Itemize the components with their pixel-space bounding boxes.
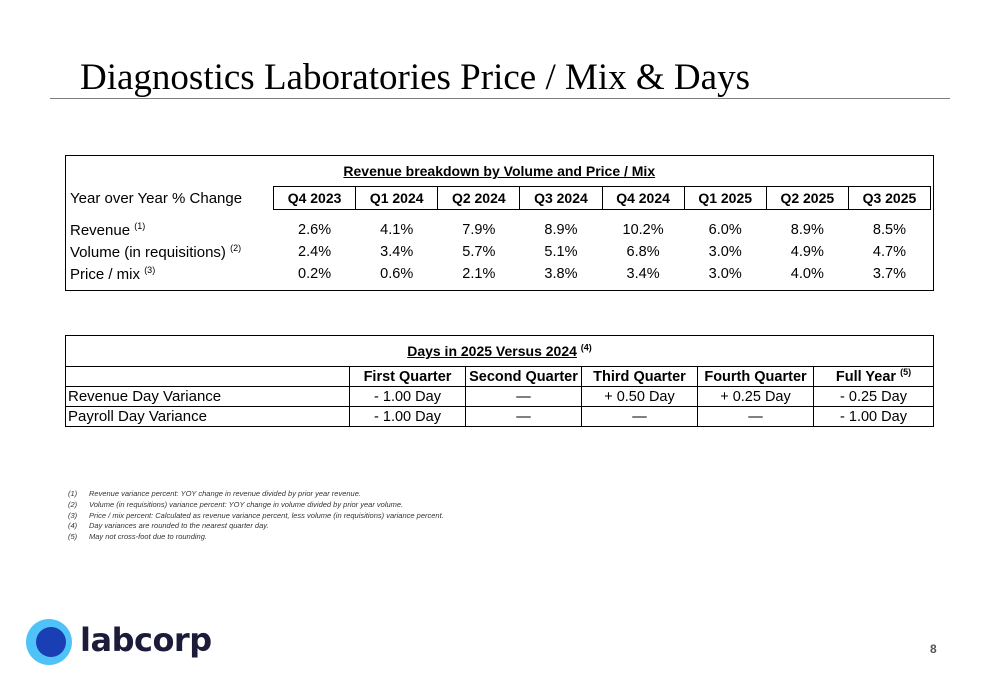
table-row (68, 219, 931, 241)
table-cell: - 0.25 Day (814, 387, 934, 407)
footnotes (68, 489, 444, 543)
footnote: (5) May not cross-foot due to rounding. (68, 532, 207, 542)
column-header: Fourth Quarter (698, 367, 814, 387)
column-header: Q1 2025 (684, 187, 766, 210)
column-header: Third Quarter (582, 367, 698, 387)
labcorp-logo-icon (26, 619, 72, 665)
table-cell: 3.0% (708, 244, 742, 260)
table-cell: 2.4% (298, 244, 332, 260)
row-label: Price / mix (70, 265, 141, 283)
table-cell: 7.9% (462, 222, 496, 238)
table-cell: - 1.00 Day (350, 407, 466, 427)
footnote: (2) Volume (in requisitions) variance percent: YOY change in volume divided by prior year volume. (68, 499, 404, 509)
table-cell: 3.7% (872, 266, 906, 282)
footnote: (3) Price / mix percent: Calculated as revenue variance percent, less volume (in requisitions) variance percent. (68, 510, 444, 520)
column-header: Q3 2025 (848, 187, 930, 210)
logo-wordmark: labcorp (80, 621, 212, 659)
table-row (68, 241, 931, 263)
column-header: First Quarter (350, 367, 466, 387)
table-cell: 4.9% (790, 244, 824, 260)
table-cell: 3.4% (380, 244, 414, 260)
table-cell: - 1.00 Day (350, 387, 466, 407)
table-cell: 10.2% (622, 222, 664, 238)
column-header: Q3 2024 (520, 187, 602, 210)
footnote-ref: (3) (144, 264, 156, 275)
row-label: Volume (in requisitions) (70, 243, 226, 261)
table-cell: 6.0% (708, 222, 742, 238)
table-row (66, 407, 934, 427)
row-label: Revenue Day Variance (66, 387, 350, 407)
table-cell: — (466, 407, 582, 427)
footnote: (4) Day variances are rounded to the nearest quarter day. (68, 521, 269, 531)
table-cell: 8.9% (790, 222, 824, 238)
table-row (66, 387, 934, 407)
table-cell: 6.8% (626, 244, 660, 260)
days-variance-table (65, 335, 934, 427)
revenue-breakdown-header-row (68, 187, 931, 210)
table-cell: 0.2% (298, 266, 332, 282)
table-cell: — (698, 407, 814, 427)
footnote-ref: (4) (580, 342, 592, 353)
table-cell: 5.7% (462, 244, 496, 260)
table-cell: 2.1% (462, 266, 496, 282)
table-row (68, 263, 931, 285)
table-cell: + 0.50 Day (582, 387, 698, 407)
title-divider (50, 98, 950, 99)
days-variance-caption: Days in 2025 Versus 2024 $^{(4)}$ (66, 336, 934, 367)
table-cell: 5.1% (544, 244, 578, 260)
table-cell: 8.5% (872, 222, 906, 238)
table-cell: - 1.00 Day (814, 407, 934, 427)
column-header: Q2 2024 (438, 187, 520, 210)
table-cell: 2.6% (298, 222, 332, 238)
page-title: Diagnostics Laboratories Price / Mix & Days (80, 57, 750, 98)
table-cell: 4.7% (872, 244, 906, 260)
revenue-breakdown-table (65, 155, 934, 291)
table-cell: 3.4% (626, 266, 660, 282)
column-header: Q4 2023 (274, 187, 356, 210)
empty-header-cell (66, 367, 350, 387)
table-cell: — (582, 407, 698, 427)
revenue-breakdown-caption: Revenue breakdown by Volume and Price / Mix (343, 163, 656, 179)
table-cell: 3.0% (708, 266, 742, 282)
table-cell: 3.8% (544, 266, 578, 282)
days-variance-header-row (66, 367, 934, 387)
row-header-label: Year over Year % Change (70, 189, 243, 207)
column-header: Full Year $^{(5)}$ (814, 367, 934, 387)
column-header: Q1 2024 (356, 187, 438, 210)
column-header: Q2 2025 (766, 187, 848, 210)
footnote-ref: (2) (230, 242, 242, 253)
row-label: Payroll Day Variance (66, 407, 350, 427)
footnote-ref: (1) (134, 220, 146, 231)
table-cell: 8.9% (544, 222, 578, 238)
table-cell: 0.6% (380, 266, 414, 282)
labcorp-logo (26, 617, 216, 665)
table-cell: — (466, 387, 582, 407)
table-cell: + 0.25 Day (698, 387, 814, 407)
column-header: Second Quarter (466, 367, 582, 387)
footnote: (1) Revenue variance percent: YOY change in revenue divided by prior year revenue. (68, 489, 361, 498)
column-header: Q4 2024 (602, 187, 684, 210)
row-label: Revenue (70, 221, 131, 239)
table-cell: 4.0% (790, 266, 824, 282)
footnote-ref: (5) (900, 366, 912, 377)
table-cell: 4.1% (380, 222, 414, 238)
page-number: 8 (930, 642, 937, 656)
